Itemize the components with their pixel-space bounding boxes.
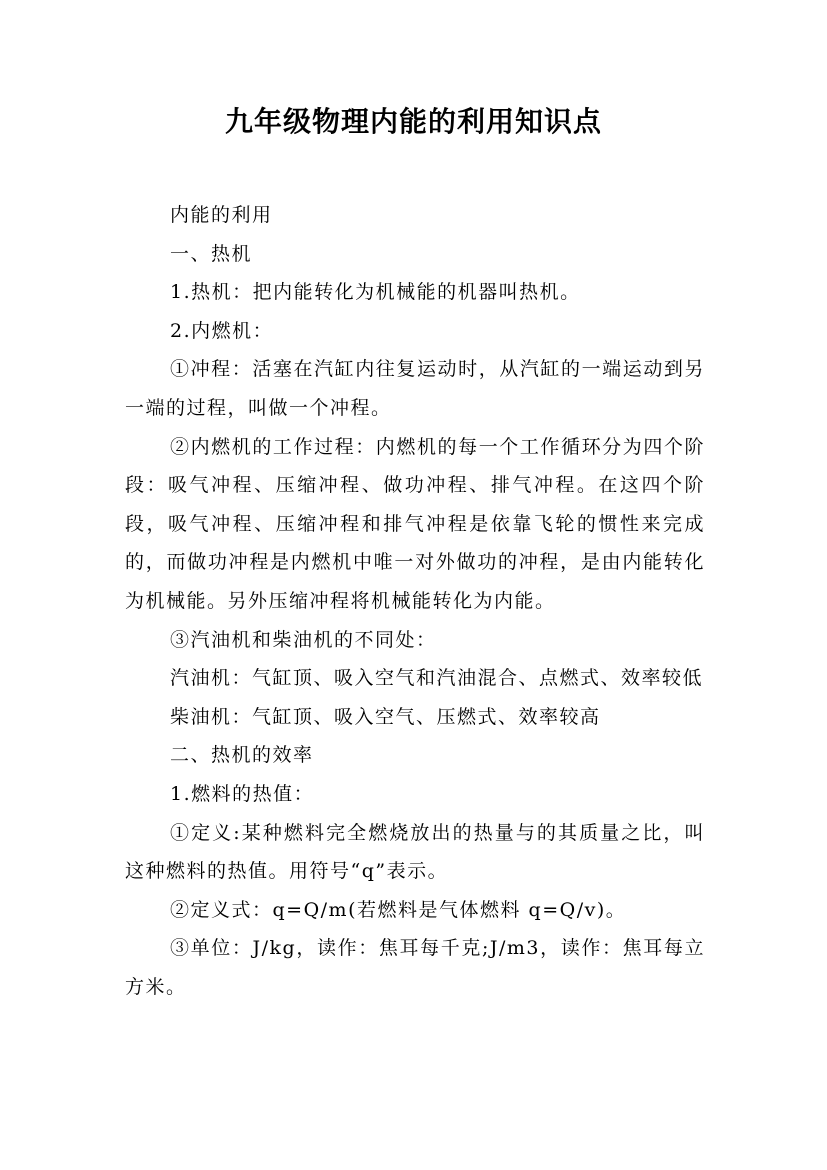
document-title: 九年级物理内能的利用知识点 bbox=[224, 105, 602, 138]
paragraph-heat-value-formula: ②定义式：q=Q/m(若燃料是气体燃料 q=Q/v)。 bbox=[170, 898, 627, 921]
paragraph-section-heading: 内能的利用 bbox=[170, 204, 273, 226]
paragraph-differences-heading: ③汽油机和柴油机的不同处： bbox=[170, 628, 437, 651]
document-body bbox=[125, 196, 705, 1006]
paragraph-diesel-engine: 柴油机：气缸顶、吸入空气、压燃式、效率较高 bbox=[170, 705, 601, 728]
paragraph-internal-combustion-engine: 2.内燃机： bbox=[170, 319, 274, 342]
paragraph-heading-efficiency: 二、热机的效率 bbox=[170, 744, 314, 767]
paragraph-heat-value-heading: 1.燃料的热值： bbox=[170, 782, 315, 805]
paragraph-working-process: ②内燃机的工作过程：内燃机的每一个工作循环分为四个阶段：吸气冲程、压缩冲程、做功冲程、排气冲程。在这四个阶段，吸气冲程、压缩冲程和排气冲程是依靠飞轮的惯性来完成的，而做功冲程是内燃机中唯一对外做功的冲程，是由内能转化为机械能。另外压缩冲程将机械能转化为内能。 bbox=[125, 435, 705, 612]
paragraph-gasoline-engine: 汽油机：气缸顶、吸入空气和汽油混合、点燃式、效率较低 bbox=[170, 667, 704, 690]
paragraph-heading-heat-engine: 一、热机 bbox=[170, 242, 253, 265]
paragraph-stroke-definition: ①冲程：活塞在汽缸内往复运动时，从汽缸的一端运动到另一端的过程，叫做一个冲程。 bbox=[125, 358, 705, 419]
paragraph-heat-value-unit: ③单位：J/kg，读作：焦耳每千克;J/m3，读作：焦耳每立方米。 bbox=[125, 937, 705, 998]
paragraph-heat-value-definition: ①定义:某种燃料完全燃烧放出的热量与的其质量之比，叫这种燃料的热值。用符号“q”表示。 bbox=[125, 821, 705, 883]
paragraph-heat-engine-definition: 1.热机：把内能转化为机械能的机器叫热机。 bbox=[170, 281, 581, 304]
